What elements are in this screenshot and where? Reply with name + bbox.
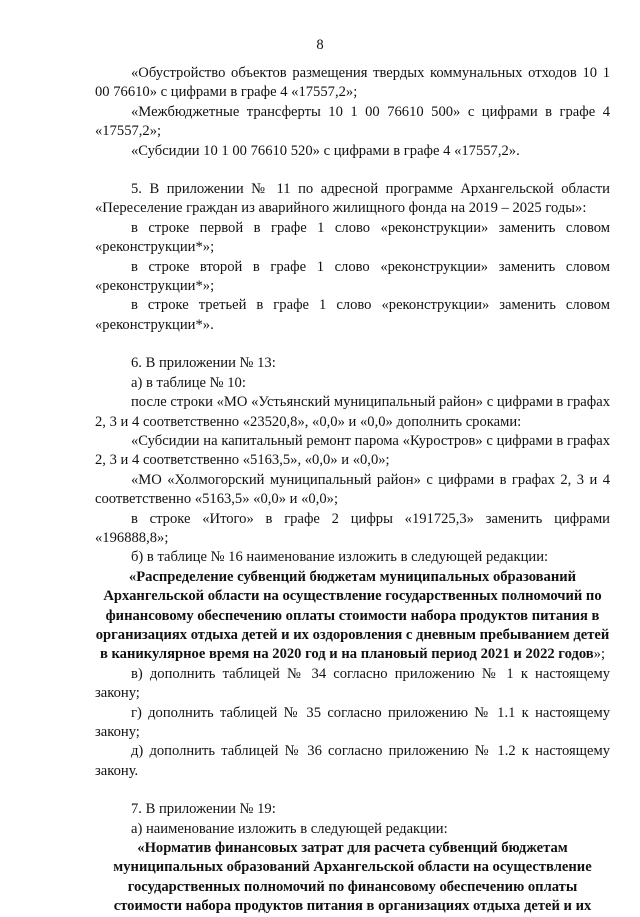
table-16-title-tail: »; [593, 646, 606, 663]
appendix-19-title: «Норматив финансовых затрат для расчета субвенций бюджетам муниципальных образований Архангельской области на осуществление государственных полномочий по финансовому обеспечению оплаты стоимости набора продуктов питания в организациях отдыха детей и их [113, 840, 592, 915]
spacer [95, 781, 610, 800]
section-6-a-line-1: после строки «МО «Устьянский муниципальный район» с цифрами в графах 2, 3 и 4 соответственно «23520,8», «0,0» и «0,0» дополнить сроками: [95, 394, 610, 430]
spacer [95, 161, 610, 180]
section-6-subitem-e: д) дополнить таблицей № 36 согласно приложению № 1.2 к настоящему закону. [95, 743, 610, 779]
section-6-a-line-3: «МО «Холмогорский муниципальный район» с цифрами в графах 2, 3 и 4 соответственно «5163,5» «0,0» и «0,0»; [95, 471, 610, 508]
section-5-item-1: в строке первой в графе 1 слово «реконструкции» заменить словом «реконструкции*»; [95, 219, 610, 256]
section-6-subitem-d: г) дополнить таблицей № 35 согласно приложению № 1.1 к настоящему закону; [95, 704, 610, 740]
section-5-item-2: в строке второй в графе 1 слово «реконструкции» заменить словом «реконструкции*»; [95, 258, 610, 295]
section-7-heading: 7. В приложении № 19: [131, 801, 276, 818]
paragraph-subsidies: «Субсидии 10 1 00 76610 520» с цифрами в графе 4 «17557,2». [131, 142, 520, 159]
table-16-title [95, 568, 610, 665]
spacer [95, 335, 610, 354]
section-6-heading: 6. В приложении № 13: [131, 355, 276, 372]
section-5-item-3: в строке третьей в графе 1 слово «реконструкции» заменить словом «реконструкции*». [95, 297, 610, 333]
section-5-heading: 5. В приложении № 11 по адресной программе Архангельской области «Переселение граждан из аварийного жилищного фонда на 2019 – 2025 годы»: [95, 181, 610, 217]
section-6-a-line-2: «Субсидии на капитальный ремонт парома «Куростров» с цифрами в графах 2, 3 и 4 соответственно «5163,5», «0,0» и «0,0»; [95, 432, 610, 469]
section-6-subitem-a: а) в таблице № 10: [131, 374, 246, 391]
section-6-subitem-c: в) дополнить таблицей № 34 согласно приложению № 1 к настоящему закону; [95, 665, 610, 702]
paragraph-waste-facilities: «Обустройство объектов размещения твердых коммунальных отходов 10 1 00 76610» с цифрами в графе 4 «17557,2»; [95, 65, 610, 101]
document-body [95, 64, 610, 917]
page-number: 8 [316, 37, 324, 53]
section-6-subitem-b: б) в таблице № 16 наименование изложить в следующей редакции: [131, 549, 549, 566]
section-6-a-line-4: в строке «Итого» в графе 2 цифры «191725,3» заменить цифрами «196888,8»; [95, 510, 610, 546]
paragraph-interbudget-transfers: «Межбюджетные трансферты 10 1 00 76610 500» с цифрами в графе 4 «17557,2»; [95, 103, 610, 140]
section-7-subitem-a: а) наименование изложить в следующей редакции: [131, 820, 448, 837]
table-16-title-text: «Распределение субвенций бюджетам муниципальных образований Архангельской области на осуществление государственных полномочий по финансовому обеспечению оплаты стоимости набора продуктов питания в организациях отдыха детей и их оздоровления с дневным пребыванием детей в каникулярное время на 2020 год и на плановый период 2021 и 2022 годов [95, 568, 610, 663]
